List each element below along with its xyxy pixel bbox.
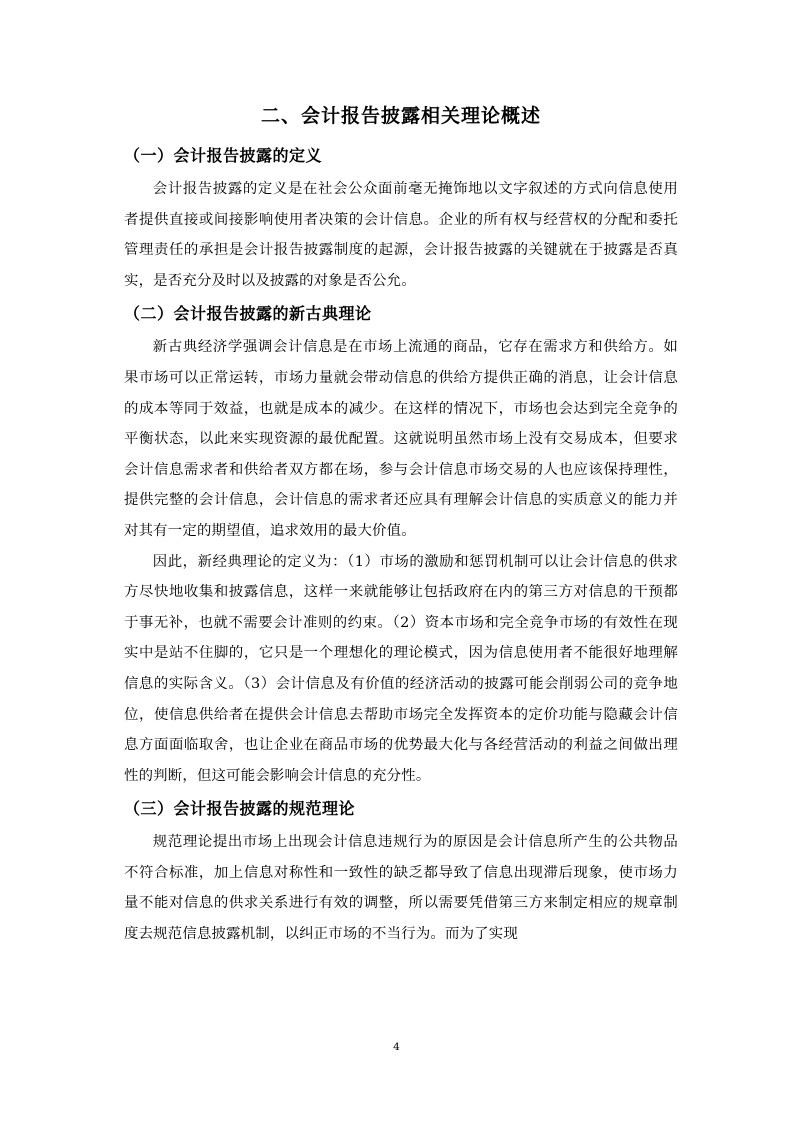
page-content [124, 100, 678, 950]
page-number: 4 [393, 1041, 400, 1053]
paragraph: 会计报告披露的定义是在社会公众面前毫无掩饰地以文字叙述的方式向信息使用者提供直接或间接影响使用者决策的会计信息。企业的所有权与经营权的分配和委托管理责任的承担是会计报告披露制度的起源，会计报告披露的关键就在于披露是否真实，是否充分及时以及披露的对象是否公允。 [124, 181, 678, 289]
paragraph: 因此，新经典理论的定义为：（1）市场的激励和惩罚机制可以让会计信息的供求方尽快地收集和披露信息，这样一来就能够让包括政府在内的第三方对信息的干预都于事无补，也就不需要会计准则的约束。（2）资本市场和完全竞争市场的有效性在现实中是站不住脚的，它只是一个理想化的理论模式，因为信息使用者不能很好地理解信息的实际含义。（3）会计信息及有价值的经济活动的披露可能会削弱公司的竞争地位，使信息供给者在提供会计信息去帮助市场完全发挥资本的定价功能与隐藏会计信息方面面临取舍，也让企业在商品市场的优势最大化与各经营活动的利益之间做出理性的判断，但这可能会影响会计信息的充分性。 [124, 553, 678, 784]
chapter-title: 二、会计报告披露相关理论概述 [260, 105, 541, 127]
paragraph: 新古典经济学强调会计信息是在市场上流通的商品，它存在需求方和供给方。如果市场可以正常运转，市场力量就会带动信息的供给方提供正确的消息，让会计信息的成本等同于效益，也就是成本的减少。在这样的情况下，市场也会达到完全竞争的平衡状态，以此来实现资源的最优配置。这就说明虽然市场上没有交易成本，但要求会计信息需求者和供给者双方都在场，参与会计信息市场交易的人也应该保持理性，提供完整的会计信息，会计信息的需求者还应具有理解会计信息的实质意义的能力并对其有一定的期望值，追求效用的最大价值。 [124, 339, 678, 539]
paragraph: 规范理论提出市场上出现会计信息违规行为的原因是会计信息所产生的公共物品不符合标准，加上信息对称性和一致性的缺乏都导致了信息出现滞后现象，使市场力量不能对信息的供求关系进行有效的调整，所以需要凭借第三方来制定相应的规章制度去规范信息披露机制，以纠正市场的不当行为。而为了实现 [124, 834, 678, 943]
section-heading-definition: （一）会计报告披露的定义 [124, 146, 323, 165]
section-heading-normative: （三）会计报告披露的规范理论 [124, 799, 356, 819]
section-heading-neoclassical: （二）会计报告披露的新古典理论 [124, 304, 372, 324]
